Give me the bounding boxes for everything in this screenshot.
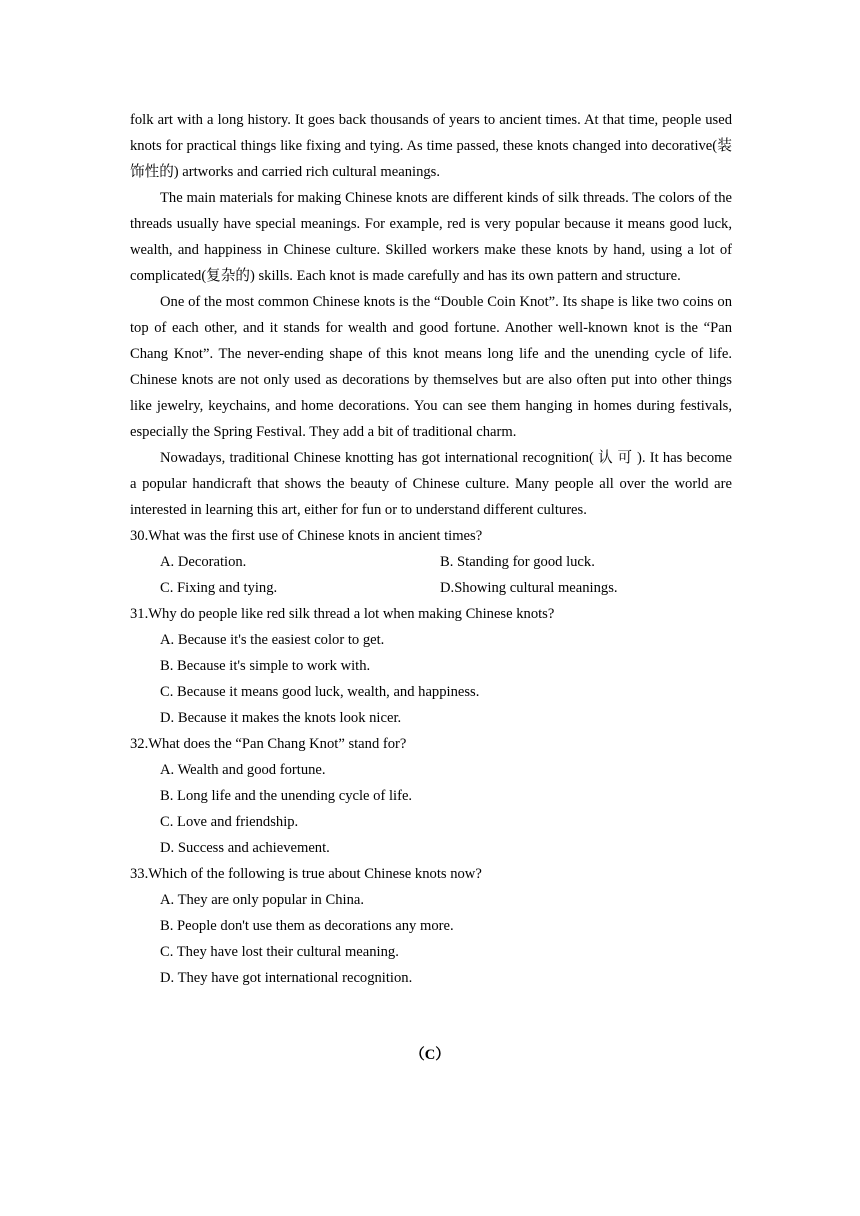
section-label: （C） xyxy=(410,1047,450,1063)
option-d: D. They have got international recognition. xyxy=(160,970,413,986)
passage-paragraph-1: folk art with a long history. It goes back thousands of years to ancient times. At that time, people used knots for practical things like fixing and tying. As time passed, these knots changed into decorative(装饰性的) artworks and carried rich cultural meanings. xyxy=(130,112,732,180)
option-d: D. Because it makes the knots look nicer. xyxy=(160,710,402,726)
question-stem: 30.What was the first use of Chinese knots in ancient times? xyxy=(130,528,483,544)
question-30 xyxy=(130,523,732,601)
option-c: C. Because it means good luck, wealth, and happiness. xyxy=(160,684,480,700)
option-b: B. People don't use them as decorations any more. xyxy=(160,918,454,934)
question-stem: 31.Why do people like red silk thread a lot when making Chinese knots? xyxy=(130,606,555,622)
question-31 xyxy=(130,601,732,731)
question-stem: 32.What does the “Pan Chang Knot” stand for? xyxy=(130,736,407,752)
option-b: B. Standing for good luck. xyxy=(440,554,595,570)
option-b: B. Because it's simple to work with. xyxy=(160,658,371,674)
option-c: C. Fixing and tying. xyxy=(160,580,278,596)
option-a: A. Because it's the easiest color to get. xyxy=(160,632,385,648)
question-stem: 33.Which of the following is true about Chinese knots now? xyxy=(130,866,482,882)
passage-paragraph-2: The main materials for making Chinese knots are different kinds of silk threads. The colors of the threads usually have special meanings. For example, red is very popular because it means good luck, wealth, and happiness in Chinese culture. Skilled workers make these knots by hand, using a lot of complicated(复杂的) skills. Each knot is made carefully and has its own pattern and structure. xyxy=(130,190,732,284)
passage-paragraph-3: One of the most common Chinese knots is the “Double Coin Knot”. Its shape is like two coins on top of each other, and it stands for wealth and good fortune. Another well-known knot is the “Pan Chang Knot”. The never-ending shape of this knot means long life and the unending cycle of life. Chinese knots are not only used as decorations by themselves but are also often put into other things like jewelry, keychains, and home decorations. You can see them hanging in homes during festivals, especially the Spring Festival. They add a bit of traditional charm. xyxy=(130,294,732,440)
option-a: A. They are only popular in China. xyxy=(160,892,364,908)
reading-content xyxy=(130,107,732,991)
option-d: D. Success and achievement. xyxy=(160,840,330,856)
option-d: D.Showing cultural meanings. xyxy=(440,580,618,596)
option-a: A. Decoration. xyxy=(160,554,247,570)
passage-paragraph-4: Nowadays, traditional Chinese knotting has got international recognition( 认 可 ). It has become a popular handicraft that shows the beauty of Chinese culture. Many people all over the world are interested in learning this art, either for fun or to understand different cultures. xyxy=(130,450,732,518)
question-32 xyxy=(130,731,732,861)
option-a: A. Wealth and good fortune. xyxy=(160,762,326,778)
option-c: C. Love and friendship. xyxy=(160,814,299,830)
options-grid xyxy=(160,549,732,601)
question-33 xyxy=(130,861,732,991)
option-c: C. They have lost their cultural meaning. xyxy=(160,944,399,960)
option-b: B. Long life and the unending cycle of life. xyxy=(160,788,413,804)
